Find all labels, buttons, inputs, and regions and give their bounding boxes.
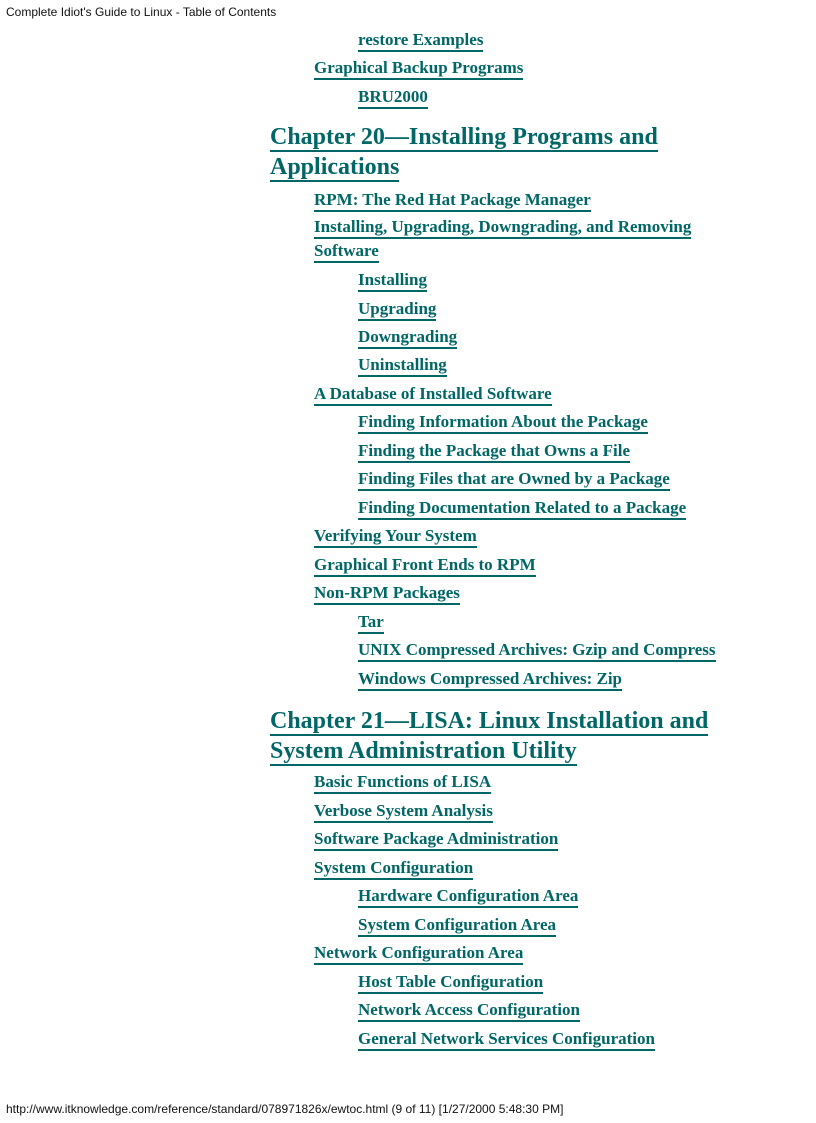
toc-link-finding-files-owned-by-package[interactable]: Finding Files that are Owned by a Package — [358, 468, 670, 491]
toc-link-windows-compressed-archives[interactable]: Windows Compressed Archives: Zip — [358, 668, 622, 691]
toc-link-installing[interactable]: Installing — [358, 269, 427, 292]
toc-link-system-configuration-area[interactable]: System Configuration Area — [358, 914, 556, 937]
toc-link-hardware-configuration-area[interactable]: Hardware Configuration Area — [358, 885, 578, 908]
installing-upgrading-line-2[interactable]: Software — [314, 241, 379, 263]
toc-link-upgrading[interactable]: Upgrading — [358, 298, 436, 321]
chapter-21-title-line-2[interactable]: System Administration Utility — [270, 738, 577, 764]
chapter-21-title-line-1[interactable]: Chapter 21—LISA: Linux Installation and — [270, 708, 709, 734]
toc-link-restore-examples[interactable]: restore Examples — [358, 29, 483, 52]
toc-link-network-configuration-area[interactable]: Network Configuration Area — [314, 942, 523, 965]
toc-link-graphical-front-ends-to-rpm[interactable]: Graphical Front Ends to RPM — [314, 554, 536, 577]
toc-link-verbose-system-analysis[interactable]: Verbose System Analysis — [314, 800, 493, 823]
toc-link-unix-compressed-archives[interactable]: UNIX Compressed Archives: Gzip and Compress — [358, 639, 716, 662]
toc-link-chapter-20[interactable] — [270, 124, 730, 184]
document-footer-url: http://www.itknowledge.com/reference/standard/078971826x/ewtoc.html (9 of 11) [1/27/2000 5:48:30 PM] — [6, 1102, 564, 1116]
toc-link-network-access-configuration[interactable]: Network Access Configuration — [358, 999, 580, 1022]
toc-link-chapter-21[interactable] — [270, 708, 730, 768]
toc-link-rpm-red-hat-package-manager[interactable]: RPM: The Red Hat Package Manager — [314, 189, 591, 212]
toc-link-installing-upgrading-downgrading-removing[interactable] — [314, 217, 734, 265]
toc-link-uninstalling[interactable]: Uninstalling — [358, 354, 447, 377]
chapter-20-title-line-2[interactable]: Applications — [270, 154, 400, 180]
toc-link-downgrading[interactable]: Downgrading — [358, 326, 457, 349]
toc-link-general-network-services-configuration[interactable]: General Network Services Configuration — [358, 1028, 655, 1051]
toc-link-host-table-configuration[interactable]: Host Table Configuration — [358, 971, 543, 994]
toc-link-verifying-your-system[interactable]: Verifying Your System — [314, 525, 477, 548]
toc-link-finding-documentation-related-to-package[interactable]: Finding Documentation Related to a Package — [358, 497, 686, 520]
toc-link-basic-functions-of-lisa[interactable]: Basic Functions of LISA — [314, 771, 491, 794]
toc-link-system-configuration[interactable]: System Configuration — [314, 857, 473, 880]
toc-link-software-package-administration[interactable]: Software Package Administration — [314, 828, 558, 851]
installing-upgrading-line-1[interactable]: Installing, Upgrading, Downgrading, and Removing — [314, 217, 691, 239]
toc-link-non-rpm-packages[interactable]: Non-RPM Packages — [314, 582, 460, 605]
toc-link-database-of-installed-software[interactable]: A Database of Installed Software — [314, 383, 552, 406]
chapter-20-title-line-1[interactable]: Chapter 20—Installing Programs and — [270, 124, 658, 150]
toc-link-finding-package-owns-file[interactable]: Finding the Package that Owns a File — [358, 440, 630, 463]
document-header-title: Complete Idiot's Guide to Linux - Table of Contents — [6, 5, 277, 19]
toc-link-graphical-backup-programs[interactable]: Graphical Backup Programs — [314, 57, 523, 80]
toc-link-tar[interactable]: Tar — [358, 611, 384, 634]
toc-link-bru2000[interactable]: BRU2000 — [358, 86, 428, 109]
toc-link-finding-information-about-package[interactable]: Finding Information About the Package — [358, 411, 648, 434]
